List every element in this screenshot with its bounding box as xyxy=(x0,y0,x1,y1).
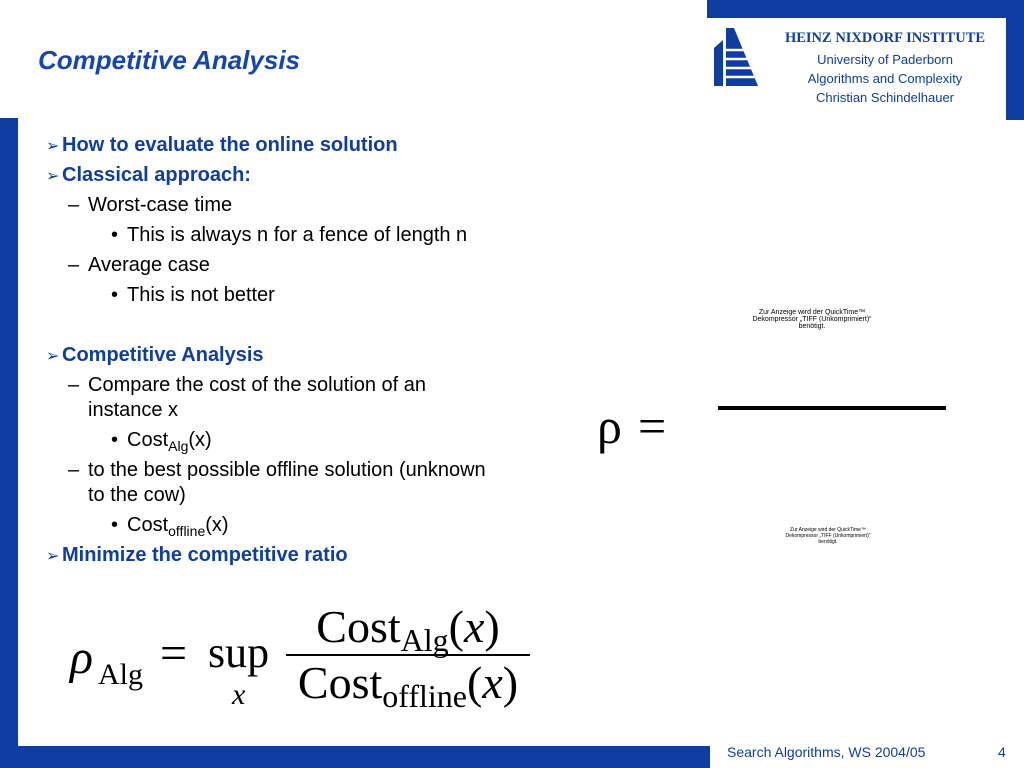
dot-bullet: • xyxy=(111,224,119,246)
ratio-expression xyxy=(597,398,666,454)
outline-item-text: instance x xyxy=(88,399,179,421)
dot-bullet: • xyxy=(111,514,119,536)
cost-term xyxy=(127,428,212,453)
footer-course: Search Algorithms, WS 2004/05 xyxy=(727,744,926,760)
frame-left-band xyxy=(0,118,18,748)
ratio-rho: ρ xyxy=(597,398,622,454)
numerator-base: Cost xyxy=(316,601,401,652)
outline-item-7 xyxy=(46,343,264,368)
outline-item-text: Competitive Analysis xyxy=(62,344,264,366)
cost-argument: (x) xyxy=(205,514,229,536)
outline-item-text: This is not better xyxy=(127,284,275,306)
outline-item-text: to the cow) xyxy=(88,484,186,506)
ratio-equals: = xyxy=(637,398,667,454)
outline-item-2 xyxy=(46,163,251,188)
page-number: 4 xyxy=(998,744,1006,760)
notice-line: benötigt. xyxy=(818,539,838,545)
outline-item-3 xyxy=(68,193,232,217)
outline-item-text: Average case xyxy=(88,254,210,276)
numerator-argument: x xyxy=(463,601,485,652)
outline-item-4 xyxy=(111,223,467,247)
dash-bullet: – xyxy=(68,254,80,276)
outline-item-8 xyxy=(68,373,426,397)
numerator-open-paren: ( xyxy=(448,601,464,652)
heinz-nixdorf-institute-logo-icon xyxy=(714,28,758,86)
numerator-close-paren: ) xyxy=(484,601,500,652)
outline-item-text: Compare the cost of the solution of an xyxy=(88,374,426,396)
frame-bottom-band xyxy=(0,746,710,768)
formula-equals: = xyxy=(160,627,188,680)
dash-bullet: – xyxy=(68,459,80,481)
notice-line: Zur Anzeige wird der QuickTime™ xyxy=(758,309,866,316)
denominator-close-paren: ) xyxy=(502,657,519,708)
denominator-base: Cost xyxy=(297,657,383,708)
arrow-bullet-icon: ➢ xyxy=(46,166,60,185)
formula-denominator xyxy=(286,656,530,714)
cost-base: Cost xyxy=(127,429,169,451)
frame-top-band xyxy=(707,0,1024,18)
outline-item-9 xyxy=(111,428,212,453)
author-name: Christian Schindelhauer xyxy=(815,90,955,105)
dot-bullet: • xyxy=(111,429,119,451)
outline-item-text: This is always n for a fence of length n xyxy=(127,224,468,246)
outline-item-6 xyxy=(111,283,275,307)
outline-item-10-continuation xyxy=(88,483,186,507)
arrow-bullet-icon: ➢ xyxy=(46,546,60,565)
university-name: University of Paderborn xyxy=(817,52,953,67)
outline-item-10 xyxy=(68,458,486,482)
outline-item-12 xyxy=(46,543,348,568)
outline-item-text: Classical approach: xyxy=(62,164,251,186)
dash-bullet: – xyxy=(68,194,80,216)
notice-line: Dekompressor „TIFF (Unkomprimiert)“ xyxy=(752,316,872,323)
page-title: Competitive Analysis xyxy=(38,45,301,75)
dot-bullet: • xyxy=(111,284,119,306)
cost-subscript: offline xyxy=(168,523,206,539)
frame-right-band xyxy=(1006,0,1024,120)
denominator-subscript: offline xyxy=(382,678,467,714)
cost-term xyxy=(127,513,229,538)
cost-argument: (x) xyxy=(188,429,212,451)
outline-item-text: to the best possible offline solution (unknown xyxy=(88,459,486,481)
dash-bullet: – xyxy=(68,374,80,396)
denominator-argument: x xyxy=(482,657,503,708)
cost-subscript: Alg xyxy=(168,438,189,454)
numerator-subscript: Alg xyxy=(400,622,449,658)
arrow-bullet-icon: ➢ xyxy=(46,346,60,365)
formula-fraction xyxy=(286,600,530,714)
outline-item-11 xyxy=(111,513,229,538)
arrow-bullet-icon: ➢ xyxy=(46,136,60,155)
outline-item-5 xyxy=(68,253,210,277)
outline-item-text: Minimize the competitive ratio xyxy=(62,544,348,566)
formula-rho-subscript: Alg xyxy=(98,658,143,691)
outline-item-text: How to evaluate the online solution xyxy=(62,134,398,156)
cost-base: Cost xyxy=(127,514,169,536)
formula-sup-subscript: x xyxy=(232,678,246,711)
missing-image-notice xyxy=(768,527,888,545)
formula-rho: ρ xyxy=(70,631,94,684)
group-name: Algorithms and Complexity xyxy=(807,71,963,86)
notice-line: Dekompressor „TIFF (Unkomprimiert)“ xyxy=(785,533,871,539)
notice-line: benötigt. xyxy=(798,323,826,330)
outline-item-text: Worst-case time xyxy=(88,194,233,216)
denominator-open-paren: ( xyxy=(467,657,483,708)
ratio-fraction-bar xyxy=(718,406,946,410)
formula-numerator xyxy=(286,600,530,658)
outline-item-1 xyxy=(46,133,398,158)
notice-line: Zur Anzeige wird der QuickTime™ xyxy=(790,527,866,533)
institute-name: HEINZ NIXDORF INSTITUTE xyxy=(784,30,986,46)
missing-image-notice xyxy=(730,309,894,330)
formula-sup: sup xyxy=(208,628,270,677)
outline-item-8-continuation xyxy=(88,398,178,422)
